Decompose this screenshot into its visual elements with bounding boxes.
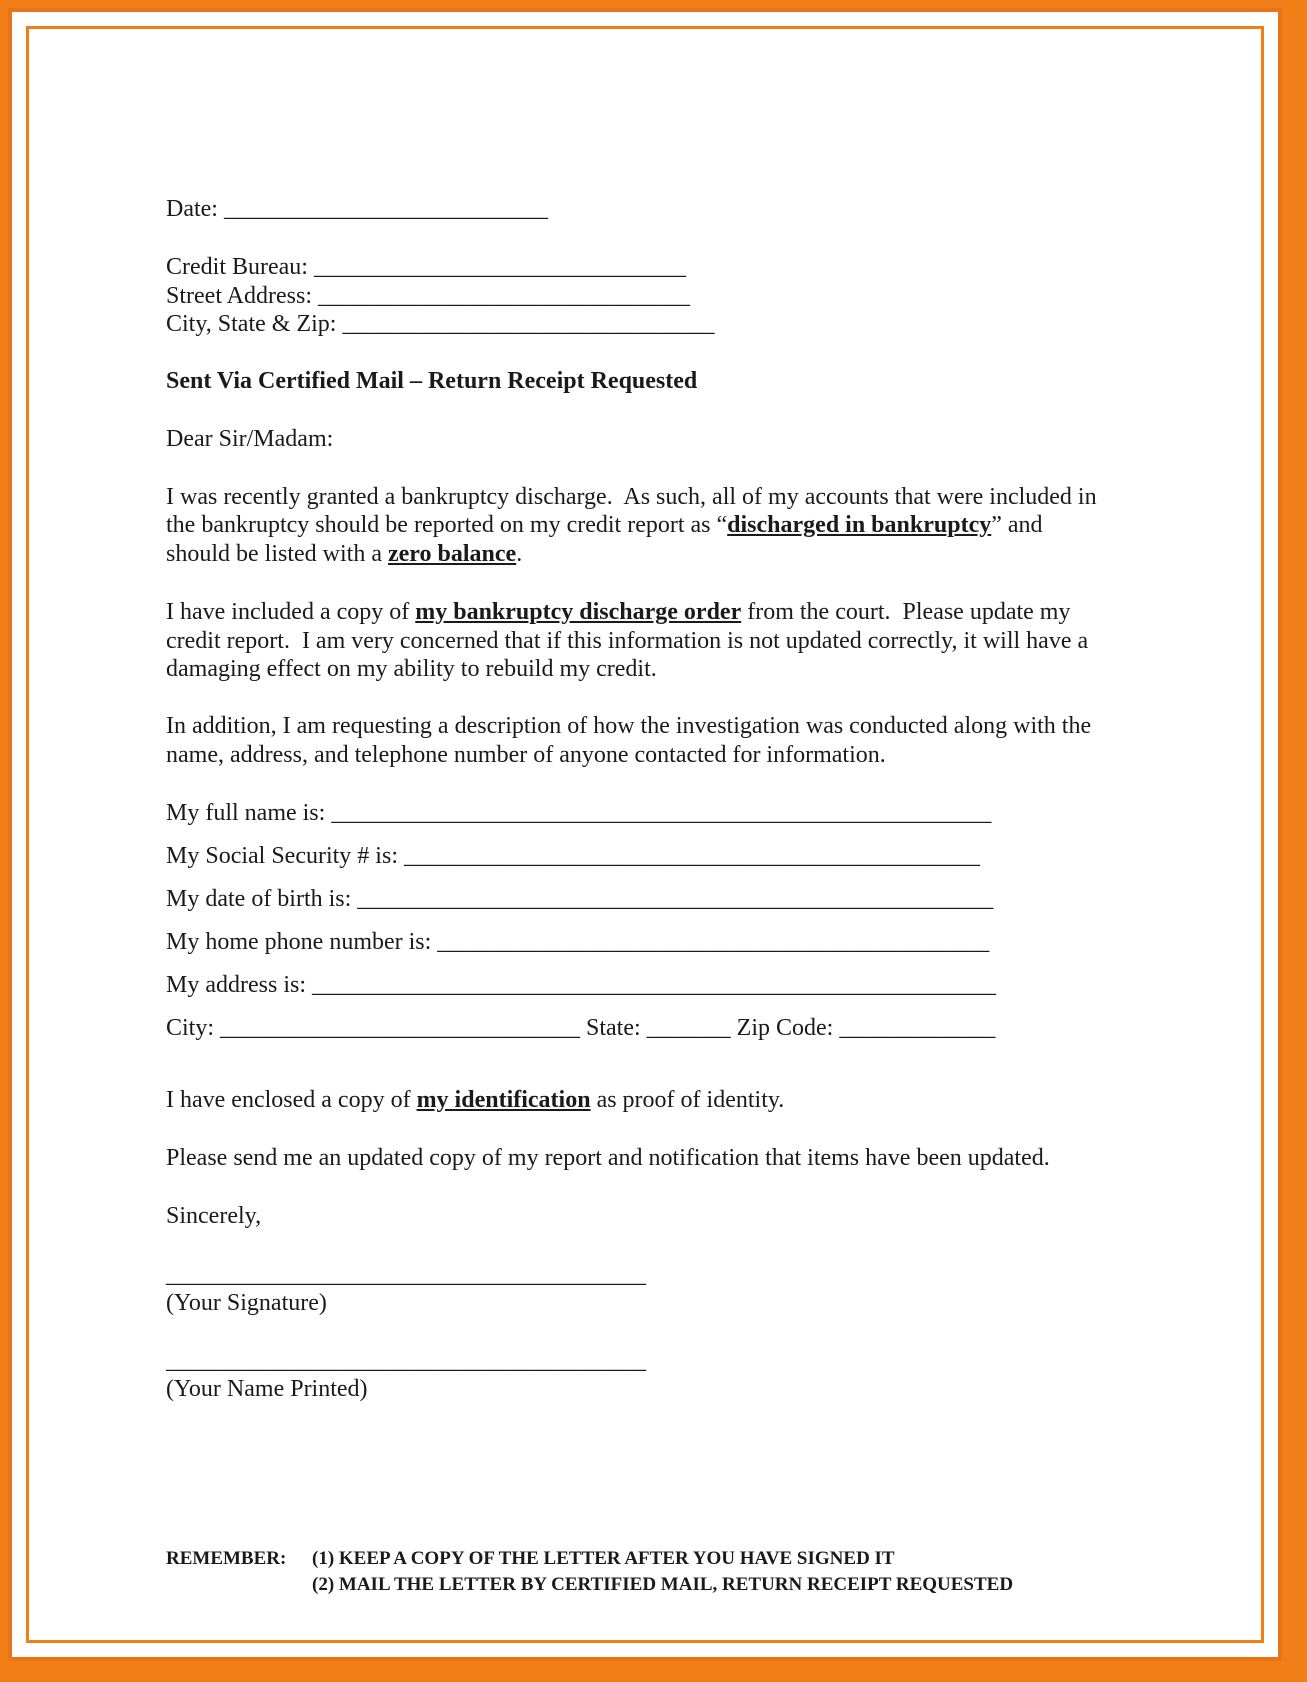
identification-emphasis: my identification — [416, 1087, 591, 1113]
zero-balance-emphasis: zero balance — [387, 541, 517, 567]
discharged-emphasis: discharged in bankruptcy — [727, 512, 992, 538]
city-state-zip-field: City, State & Zip: _______________________________ — [166, 311, 715, 337]
credit-bureau-field: Credit Bureau: _______________________________ — [166, 254, 686, 280]
para1-text: ” and — [991, 512, 1043, 538]
date-field: Date: ___________________________ — [166, 196, 548, 222]
para2-line2: credit report. I am very concerned that if this information is not updated correctly, it will have a — [166, 628, 1089, 654]
para1-line3 — [166, 540, 522, 569]
full-name-field: My full name is: _______________________________________________________ — [166, 800, 992, 826]
signature-line: ________________________________________ — [166, 1262, 646, 1288]
city-state-zipcode-field: City: ______________________________ State: _______ Zip Code: _____________ — [166, 1015, 996, 1041]
closing: Sincerely, — [166, 1203, 262, 1229]
para2-line1 — [166, 598, 1070, 627]
subject-line: Sent Via Certified Mail – Return Receipt Requested — [166, 368, 698, 394]
para1-text: should be listed with a — [166, 541, 388, 567]
para2-text: from the court. Please update my — [741, 599, 1071, 625]
dob-field: My date of birth is: _____________________________________________________ — [166, 886, 994, 912]
signature-label: (Your Signature) — [166, 1290, 327, 1316]
remember-item-2: (2) MAIL THE LETTER BY CERTIFIED MAIL, RETURN RECEIPT REQUESTED — [312, 1574, 1014, 1595]
para4-text: as proof of identity. — [590, 1087, 785, 1113]
printed-name-label: (Your Name Printed) — [166, 1376, 368, 1402]
para1-line2 — [166, 511, 1043, 540]
para2-line3: damaging effect on my ability to rebuild my credit. — [166, 656, 657, 682]
para3-line2: name, address, and telephone number of anyone contacted for information. — [166, 742, 886, 768]
address-field: My address is: _________________________________________________________ — [166, 972, 996, 998]
para4-text: I have enclosed a copy of — [166, 1087, 417, 1113]
discharge-order-emphasis: my bankruptcy discharge order — [415, 599, 742, 625]
para1-text: the bankruptcy should be reported on my credit report as “ — [166, 512, 728, 538]
home-phone-field: My home phone number is: ______________________________________________ — [166, 929, 990, 955]
para4 — [166, 1086, 784, 1115]
remember-label: REMEMBER: — [166, 1548, 287, 1569]
para1-line1: I was recently granted a bankruptcy discharge. As such, all of my accounts that were included in — [166, 484, 1097, 510]
para2-text: I have included a copy of — [166, 599, 416, 625]
salutation: Dear Sir/Madam: — [166, 426, 334, 452]
remember-item-1: (1) KEEP A COPY OF THE LETTER AFTER YOU HAVE SIGNED IT — [312, 1548, 895, 1569]
street-address-field: Street Address: _______________________________ — [166, 283, 690, 309]
para5: Please send me an updated copy of my report and notification that items have been updated. — [166, 1145, 1050, 1171]
para1-text: . — [516, 541, 523, 567]
para3-line1: In addition, I am requesting a description of how the investigation was conducted along with the — [166, 713, 1092, 739]
ssn-field: My Social Security # is: ________________________________________________ — [166, 843, 980, 869]
printed-name-line: ________________________________________ — [166, 1348, 646, 1374]
